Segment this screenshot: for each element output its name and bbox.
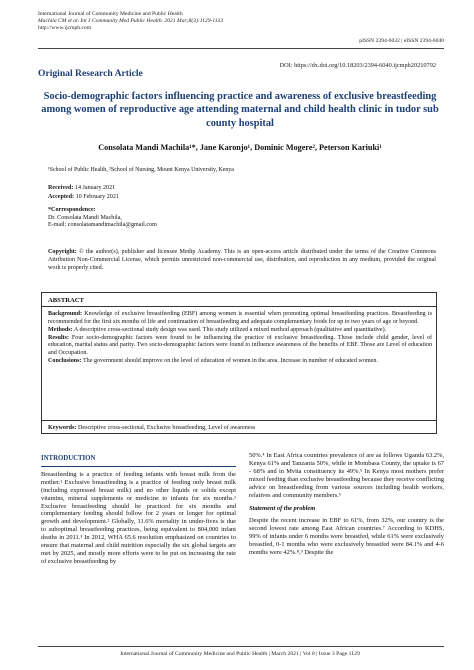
footer-divider [38,646,444,647]
correspondence-name: Dr. Consolata Mandi Machila, [48,214,122,221]
running-header [38,11,438,33]
copyright-notice [48,249,436,272]
abstract-body [48,311,432,366]
methods-text: A descriptive cross-sectional study design was used. This study utilized a mixed method approach (qualitative and quantitative). [73,326,387,333]
right-column [249,452,444,557]
affiliations: ¹School of Public Health, ²School of Nursing, Mount Kenya University, Kenya [48,167,234,173]
article-title: Socio-demographic factors influencing practice and awareness of exclusive breastfeeding among women of reproductive age attending maternal and child health clinic in tudor sub county hospital [41,91,439,129]
citation-line: Machila CM et al. Int J Community Med Public Health. 2021 Mar;8(3):1129-1133 [38,18,224,25]
problem-statement-paragraph: Despite the recent increase in EBF to 61%, from 32%, our country is the second lowest rate among East African countries.⁷ According to KDHS, 99% of infants under 6 months were breastfed, while 61% were exclusively breastfed, 0-1 months who were exclusively breastfed were 84.1% and 4-6 months were 42%.⁸,⁹ Despite the [249,517,444,556]
doi-link[interactable]: DOI: https://dx.doi.org/10.18203/2394-6040.ijcmph20210792 [279,62,436,69]
problem-statement-heading: Statement of the problem [249,505,316,513]
issn-line: pISSN 2394-6032 | eISSN 2394-6040 [359,38,444,44]
accepted-date: 10 February 2021 [75,194,119,200]
correspondence [48,207,157,230]
keywords [42,420,436,435]
background-text: Knowledge of exclusive breastfeeding (EBF) among women is essential when promoting optimal breastfeeding practices. Breastfeeding is recommended for the first six months of life and continuation of breastfeeding and adequate complementary foods for up to two years of age or beyond. [48,311,432,325]
keywords-label: Keywords: [48,425,77,431]
results-label: Results: [48,334,69,341]
introduction-continued: 50%.⁴ In East Africa countries prevalence of are as follows Uganda 63.2%, Kenya 61% and Tanzania 50%, while in Mombasa County, the uptake is 67 - 68% and in Mvita constituency its 49%.⁵ In Kenya most mothers prefer mixed feeding than exclusive breastfeeding because they receive conflicting advice on breastfeeding from various sources including health workers, relatives and community members.⁶ [249,452,444,499]
conclusions-text: The government should improve on the level of education of women in the area. Increase in number of educated women. [82,358,378,365]
article-dates [48,184,119,202]
author-list: Consolata Mandi Machila¹*, Jane Karonjo¹, Dominic Mogere², Peterson Kariuki¹ [98,143,382,152]
left-column [41,455,236,566]
journal-url[interactable]: http://www.ijcmph.com [38,25,92,32]
received-date: 14 January 2021 [74,185,116,191]
background-label: Background: [48,311,83,317]
article-type: Original Research Article [38,68,143,79]
header-divider [38,48,444,49]
keywords-text: Descriptive cross-sectional, Exclusive breastfeeding, Level of awareness [77,425,256,431]
correspondence-email[interactable]: E-mail: consolatamandimachila@gmail.com [48,222,157,229]
introduction-paragraph: Breastfeeding is a practice of feeding infants with breast milk from the mother.¹ Exclusive breastfeeding is a practice of feeding only breast milk (including expressed breast milk) and no other liquids or solids except vitamins, mineral supplements or medicine to infants for six months.¹ Exclusive breastfeeding should be practiced for six months and complementary feeding should follow for 2 years or longer for optimal growth and development.² Globally, 11.6% mortality in under-fives is due to suboptimal breastfeeding practices, being equivalent to 804,000 infant deaths in 2011.³ In 2012, WHA 65.6 resolution emphasized on countries to ensure that maternal and child nutrition especially the six global targets are met by 2025, and mostly more efforts were to be put on increasing the rate of exclusive breastfeeding by [41,470,236,565]
results-text: Four socio-demographic factors were found to be influencing the practice of exclusive breastfeeding. Those include child gender, level of education, marital status and parity. Two socio-demographic factors were found to influence awareness of the benefits of EBF. Those are Level of education and Occupation. [48,334,432,356]
correspondence-label: *Correspondence: [48,207,96,213]
journal-name: International Journal of Community Medicine and Public Health [38,11,183,17]
copyright-label: Copyright: [48,249,77,255]
introduction-heading: INTRODUCTION [41,455,236,467]
copyright-text: © the author(s), publisher and licensee Medip Academy. This is an open-access article distributed under the terms of the Creative Commons Attribution Non-Commercial License, which permits unrestricted non-commercial use, distribution, and reproduction in any medium, provided the original work is properly cited. [48,249,436,271]
accepted-label: Accepted: [48,194,75,200]
abstract-heading: ABSTRACT [42,293,436,307]
page-footer: International Journal of Community Medicine and Public Health | March 2021 | Vol 8 | Issue 3 Page 1129 [120,651,360,657]
abstract-box [41,292,437,434]
methods-label: Methods: [48,326,73,333]
received-label: Received: [48,185,74,191]
conclusions-label: Conclusions: [48,358,82,365]
